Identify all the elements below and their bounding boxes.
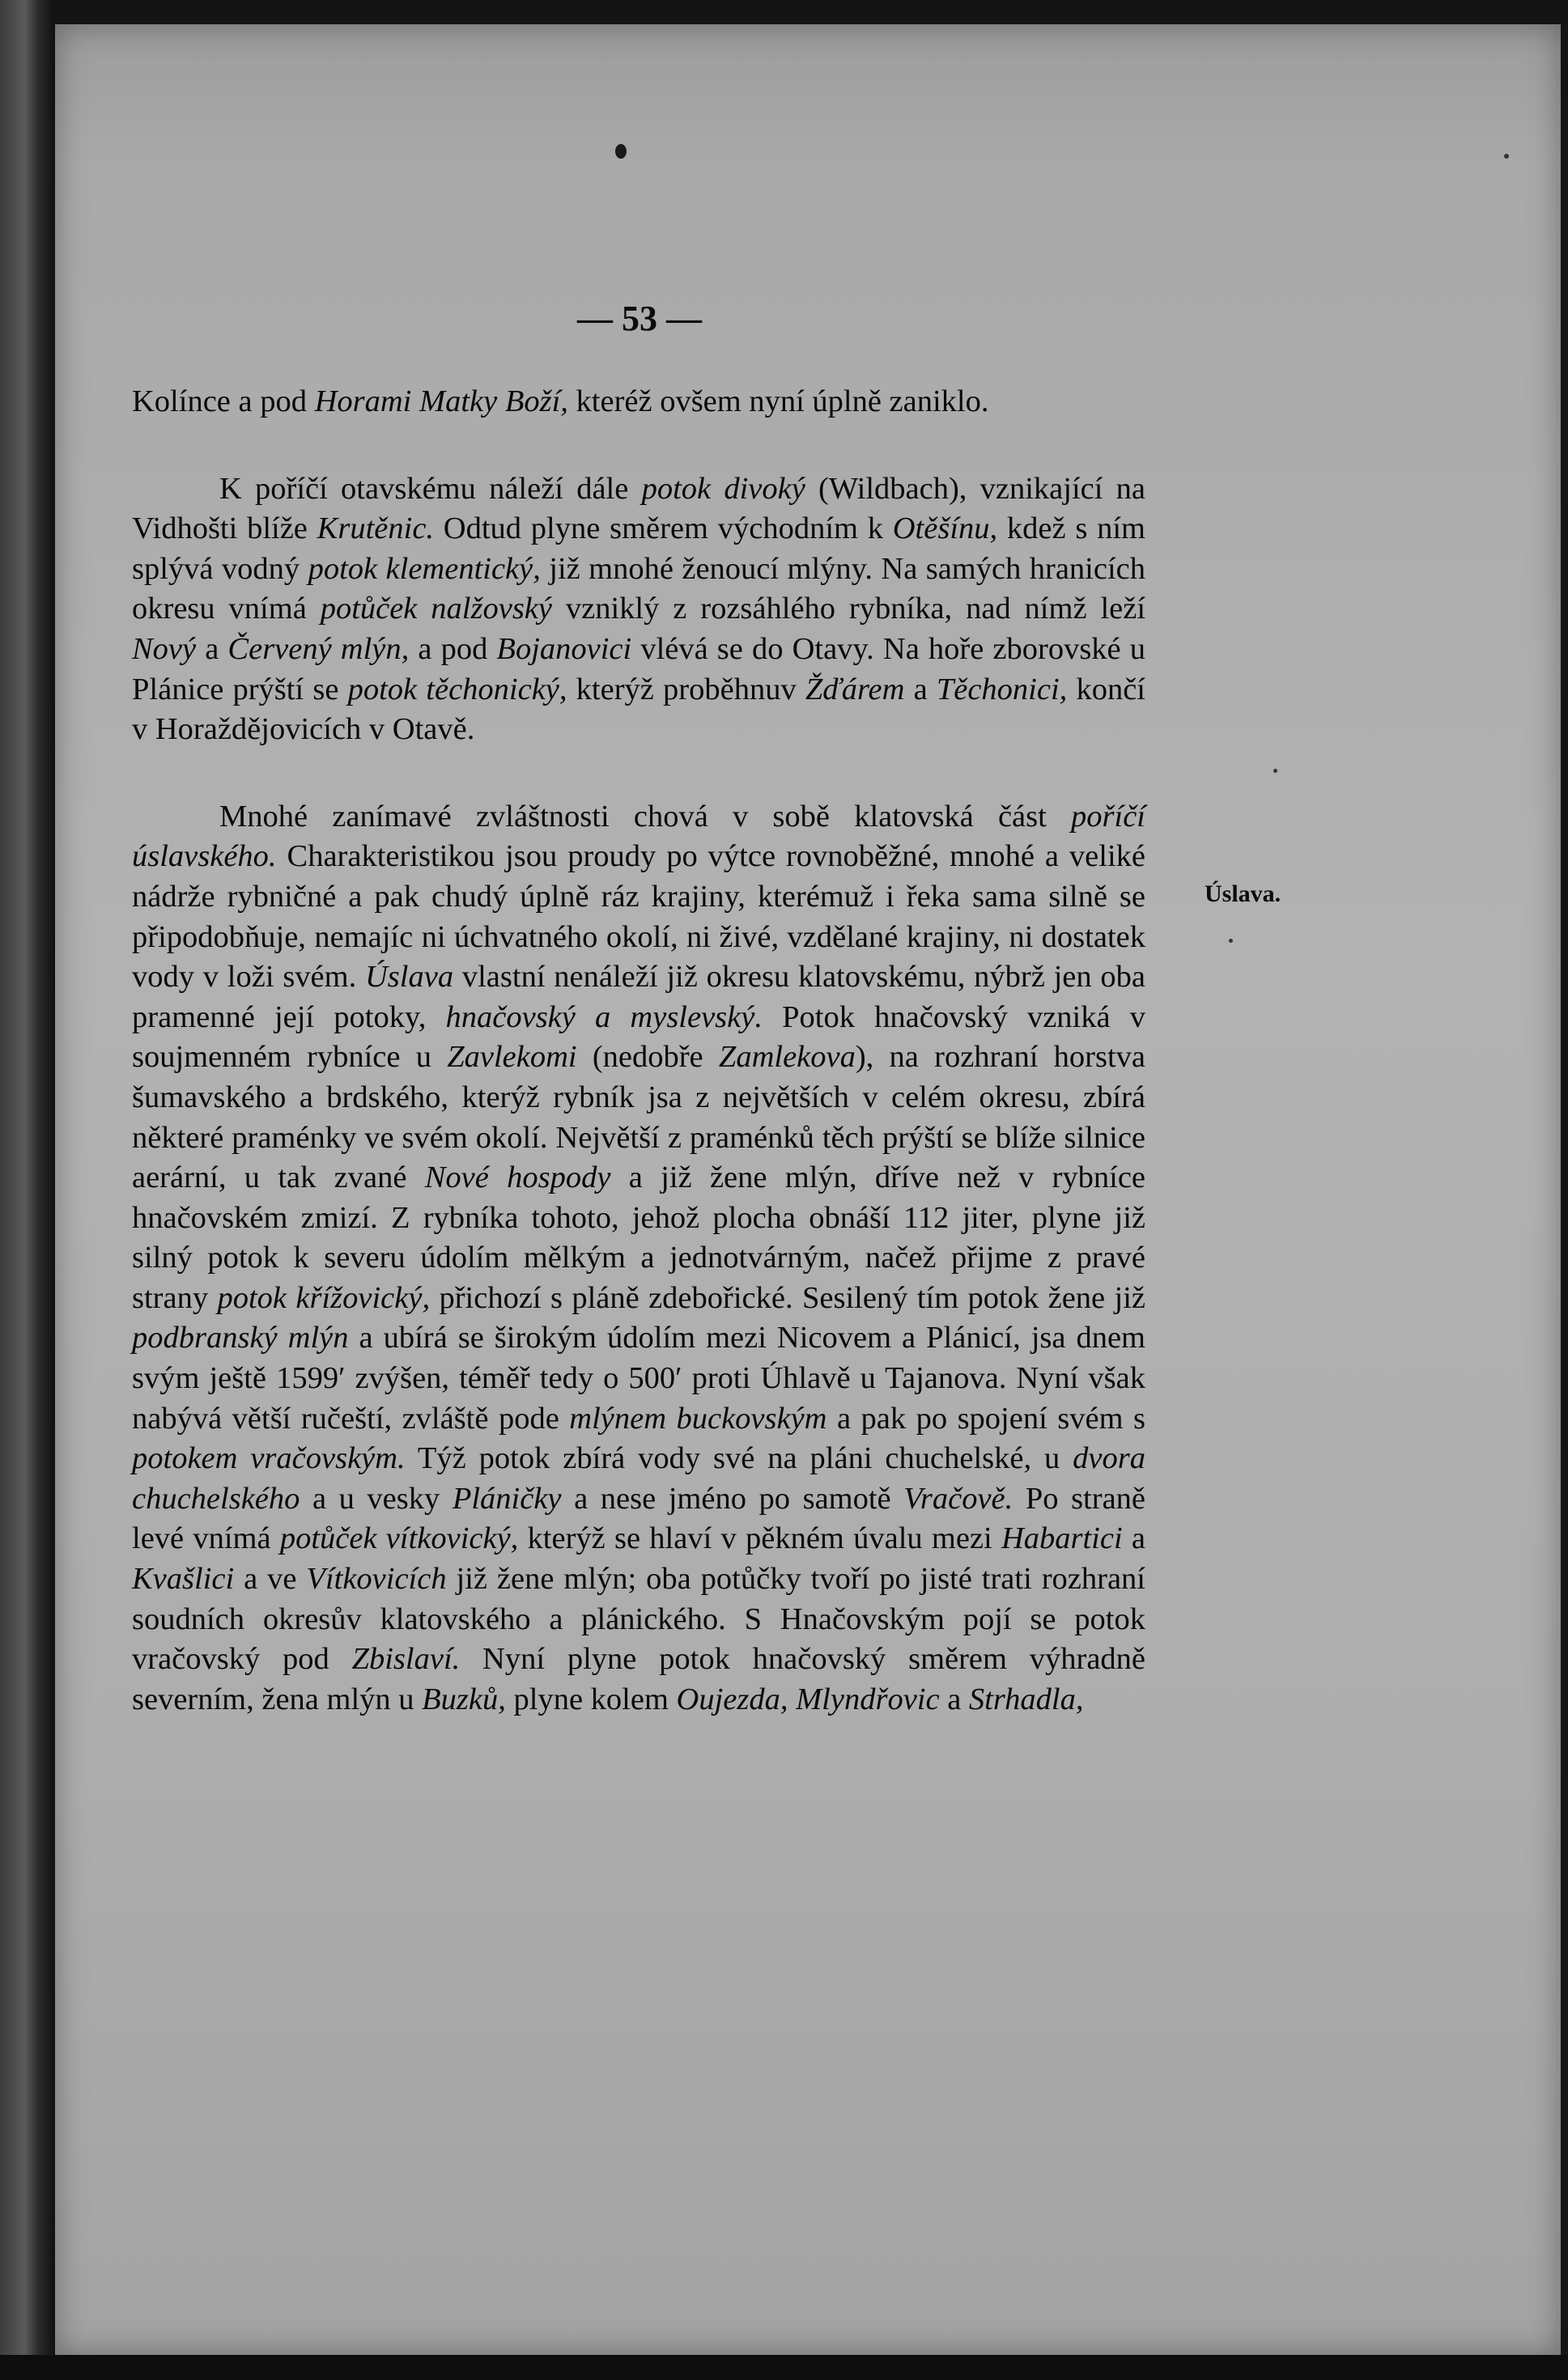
- italic-place-name: potokem vračovským.: [132, 1441, 406, 1476]
- italic-place-name: podbranský mlýn: [132, 1321, 349, 1355]
- ink-speck: [1504, 154, 1509, 159]
- italic-place-name: Horami Matky Boží,: [314, 384, 568, 418]
- scan-bottom-edge: [0, 2355, 1568, 2380]
- italic-place-name: Vračově.: [903, 1481, 1013, 1516]
- text-run: vzniklý z rozsáhlého rybníka, nad nímž leží: [551, 592, 1146, 626]
- italic-place-name: poříčí úslavského.: [132, 799, 1145, 874]
- text-run: a: [1122, 1521, 1145, 1556]
- text-run: přichozí s pláně zdebořické. Sesilený tím potok žene již: [430, 1280, 1145, 1315]
- italic-place-name: Zbislaví.: [351, 1642, 461, 1677]
- text-run: již žene mlýn; oba potůčky tvoří po jisté trati rozhraní soudních okresův klatovského a plánického. S Hnačovským pojí se potok vračovský pod: [132, 1562, 1145, 1677]
- text-run: plyne kolem: [505, 1682, 677, 1716]
- italic-place-name: potok divoký: [641, 471, 805, 506]
- text-run: a nese jméno po samotě: [561, 1481, 904, 1516]
- italic-place-name: dvora chuchelského: [132, 1441, 1145, 1516]
- text-run: kteréž ovšem nyní úplně zaniklo.: [567, 384, 989, 418]
- page-number: — 53 —: [577, 299, 702, 338]
- italic-place-name: potůček nalžovský: [320, 592, 552, 626]
- text-run: kdež s ním splývá vodný: [132, 511, 1145, 586]
- italic-place-name: Kvašlici: [132, 1562, 235, 1597]
- italic-place-name: hnačovský a myslevský.: [445, 999, 763, 1034]
- italic-place-name: Pláničky: [452, 1481, 562, 1516]
- text-run: kterýž se hlaví v pěkném úvalu mezi: [518, 1521, 1001, 1556]
- text-run: a pod: [409, 631, 497, 666]
- italic-place-name: potok klementický,: [308, 551, 541, 586]
- text-run: Potok hnačovský vzniká v soujmenném rybníce u: [132, 999, 1146, 1075]
- italic-place-name: Bojanovici: [496, 631, 632, 666]
- italic-place-name: Krutěnic.: [317, 511, 435, 546]
- book-spine-edge: [0, 0, 55, 2380]
- italic-place-name: Červený mlýn,: [227, 631, 410, 666]
- text-run: Po straně levé vnímá: [132, 1481, 1145, 1556]
- text-run: Týž potok zbírá vody své na pláni chuchelské, u: [405, 1441, 1073, 1476]
- text-run: K poříčí otavskému náleží dále: [219, 471, 642, 506]
- italic-place-name: Zamlekova: [718, 1040, 856, 1075]
- text-run: a pak po spojení svém s: [826, 1401, 1145, 1436]
- italic-place-name: Oujezda,: [676, 1682, 788, 1716]
- text-run: [788, 1682, 796, 1716]
- text-run: a u vesky: [300, 1481, 453, 1516]
- paragraph-3: [132, 797, 1145, 1720]
- italic-place-name: Nové hospody: [424, 1160, 611, 1195]
- ink-spot: [615, 144, 627, 159]
- text-run: a: [904, 672, 937, 706]
- text-run: (nedobře: [576, 1040, 719, 1075]
- margin-note-uslava: Úslava.: [1205, 880, 1281, 907]
- ink-speck: [1273, 769, 1277, 773]
- text-run: vlévá se do Otavy. Na hoře zborovské u Plánice prýští se: [132, 631, 1146, 706]
- italic-place-name: Buzků,: [422, 1682, 506, 1716]
- italic-place-name: potok křížovický,: [217, 1280, 431, 1315]
- text-run: a již žene mlýn, dříve než v rybníce hnačovském zmizí. Z rybníka tohoto, jehož plocha obnáší 112 jiter, plyne již silný potok k severu údolím mělkým a jednotvárným, načež přijme z pravé strany: [132, 1160, 1145, 1315]
- italic-place-name: Těchonici,: [936, 672, 1068, 706]
- text-run: končí v Horaždějovicích v Otavě.: [132, 672, 1145, 747]
- italic-place-name: mlýnem buckovským: [569, 1401, 827, 1436]
- text-run: Charakteristikou jsou proudy po výtce rovnoběžné, mnohé a veliké nádrže rybničné a pak chudý úplně ráz krajiny, kterémuž i řeka sama silně se připodobňuje, nemajíc ni úchvatného okolí, ni živé, vzdělané krajiny, ni dostatek vody v loži svém.: [132, 839, 1145, 995]
- paragraph-1: [132, 382, 1145, 422]
- text-run: a ve: [234, 1562, 307, 1597]
- ink-speck: [1229, 939, 1233, 943]
- italic-place-name: Otěšínu,: [892, 511, 998, 546]
- italic-place-name: Úslava: [365, 960, 454, 995]
- text-run: již mnohé ženoucí mlýny. Na samých hranicích okresu vnímá: [132, 551, 1145, 626]
- body-text: [132, 382, 1145, 1720]
- italic-place-name: Žďárem: [805, 672, 905, 706]
- italic-place-name: Zavlekomi: [447, 1040, 577, 1075]
- text-run: a: [196, 631, 228, 666]
- text-run: ), na rozhraní horstva šumavského a brdského, kterýž rybník jsa z největších v celém okresu, zbírá některé praménky ve svém okolí. Největší z praménků těch prýští se blíže silnice aerární, u tak zvané: [132, 1040, 1145, 1195]
- text-run: Mnohé zanímavé zvláštnosti chová v sobě klatovská část: [219, 799, 1072, 834]
- text-run: Kolínce a pod: [132, 384, 315, 418]
- italic-place-name: Mlyndřovic: [796, 1682, 940, 1716]
- paragraph-2: [132, 469, 1145, 750]
- text-run: Odtud plyne směrem východním k: [434, 511, 893, 546]
- text-run: vlastní nenáleží již okresu klatovskému, nýbrž jen oba pramenné její potoky,: [132, 960, 1146, 1034]
- text-run: a ubírá se širokým údolím mezi Nicovem a Plánicí, jsa dnem svým ještě 1599′ zvýšen, téměř tedy o 500′ proti Úhlavě u Tajanova. Nyní však nabývá větší ručeští, zvláště pode: [132, 1321, 1146, 1436]
- italic-place-name: Strhadla,: [968, 1682, 1084, 1716]
- text-run: a: [939, 1682, 969, 1716]
- italic-place-name: Vítkovicích: [306, 1562, 447, 1597]
- italic-place-name: Habartici: [1001, 1521, 1123, 1556]
- italic-place-name: potok těchonický,: [347, 672, 567, 706]
- text-run: (Wildbach), vznikající na Vidhošti blíže: [132, 471, 1145, 546]
- italic-place-name: potůček vítkovický,: [279, 1521, 519, 1556]
- text-run: Nyní plyne potok hnačovský směrem výhradně severním, žena mlýn u: [132, 1642, 1145, 1716]
- text-run: kterýž proběhnuv: [567, 672, 805, 706]
- italic-place-name: Nový: [132, 631, 197, 666]
